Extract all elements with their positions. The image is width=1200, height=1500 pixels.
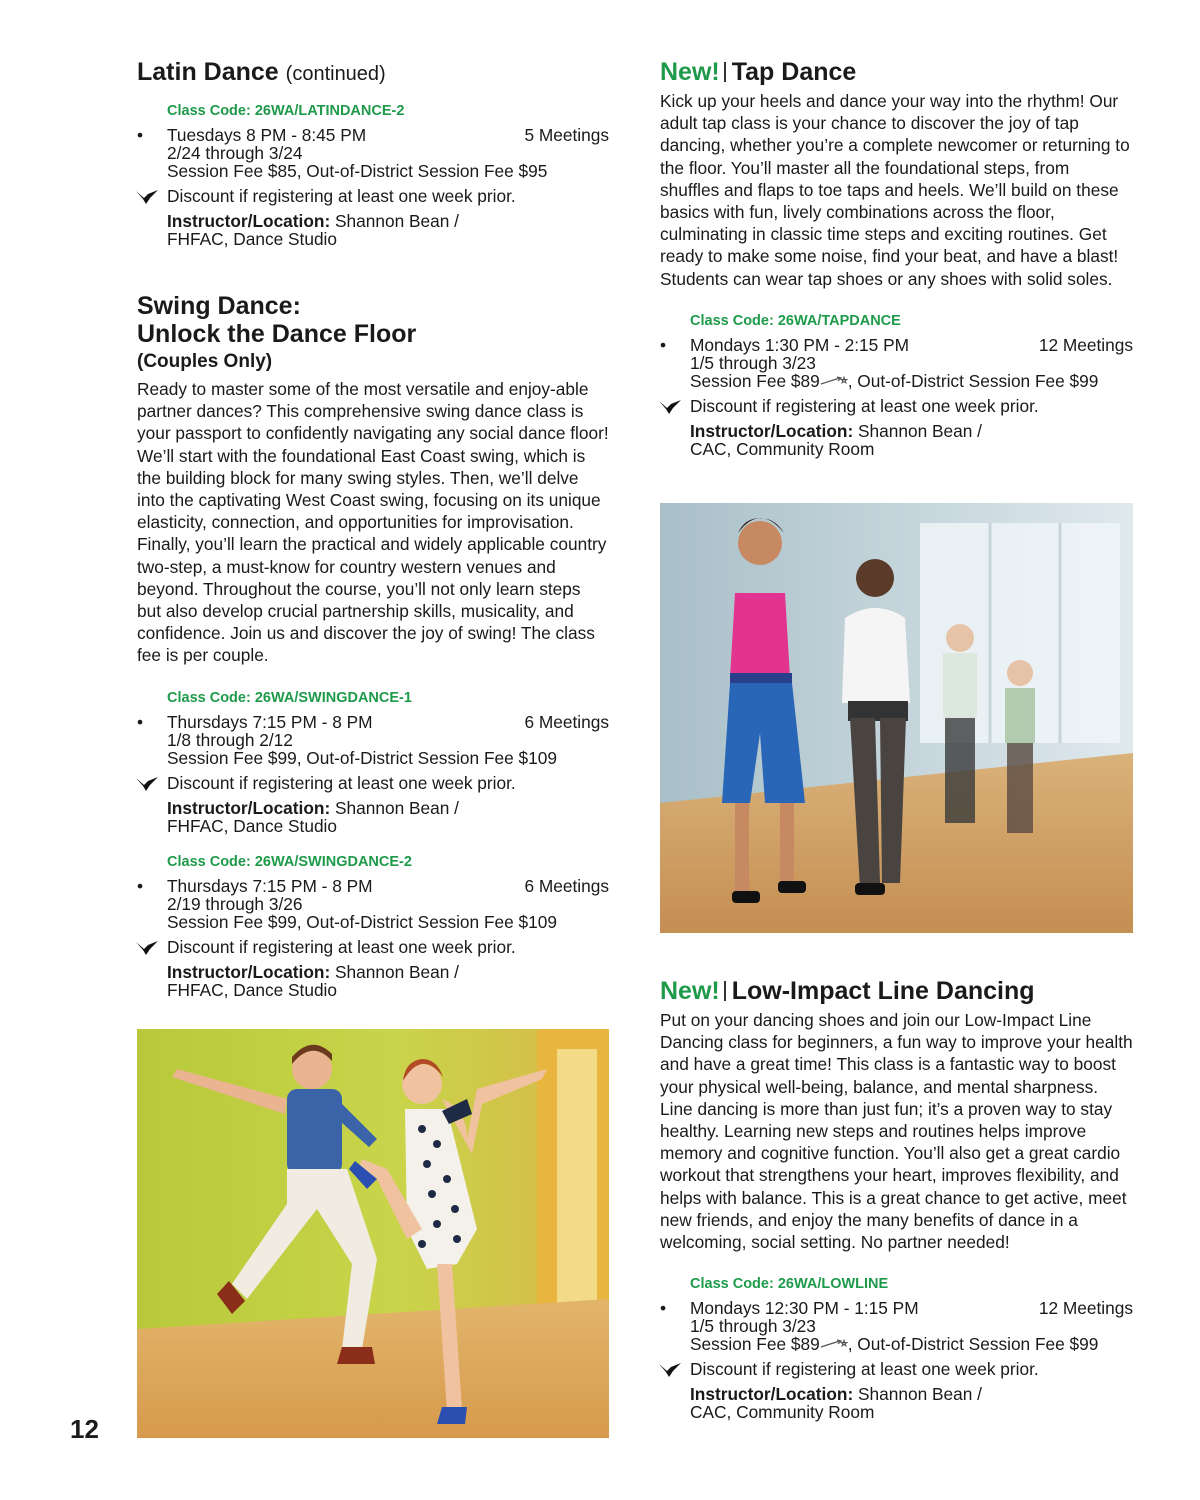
early-bird-icon [658, 1362, 682, 1378]
instructor-location [690, 1385, 1133, 1421]
resident-fee: Session Fee $89 [690, 1334, 820, 1355]
day-time: • Mondays 12:30 PM - 1:15 PM [690, 1298, 919, 1319]
divider [724, 981, 726, 1001]
latin-dance-title-suffix: (continued) [285, 63, 386, 85]
senior-discount-icon [820, 375, 848, 387]
instructor-label: Instructor/Location: [167, 797, 331, 818]
line-dancing-description: Put on your dancing shoes and join our Low-Impact Line Dancing class for beginners, a fun way to improve your health and have a great time! This class is a fantastic way to boost your physical well-being, balance, and mental sharpness. Line dancing is more than just fun; it’s a proven way to stay healthy. Learning new steps and routines helps improve memory and cognitive function. You’ll also get a great cardio workout that strengthens your heart, improves flexibility, and helps with balance. This is a great chance to get active, meet new friends, and enjoy the many benefits of dance in a welcoming, social setting. No partner needed! [660, 1010, 1133, 1253]
date-range: 1/5 through 3/23 [690, 352, 816, 373]
right-column [660, 58, 1133, 458]
instructor-label: Instructor/Location: [690, 1384, 854, 1405]
line-dancing-section [660, 977, 1133, 1421]
latin-dance-heading [137, 58, 609, 88]
discount-note [167, 937, 609, 957]
location: FHFAC, Dance Studio [167, 979, 338, 1000]
class-code: Class Code: 26WA/SWINGDANCE-2 [167, 853, 412, 870]
instructor-label: Instructor/Location: [167, 211, 331, 231]
class-code: Class Code: 26WA/LATINDANCE-2 [167, 103, 405, 119]
discount-text: Discount if registering at least one week prior. [167, 772, 516, 793]
day-time: • Thursdays 7:15 PM - 8 PM [167, 875, 373, 896]
discount-note [690, 396, 1133, 416]
swing-title-line1: Swing Dance: [137, 292, 301, 320]
new-tag: New! [660, 977, 720, 1005]
page-number: 12 [70, 1414, 99, 1444]
line-dancing-title: Low-Impact Line Dancing [731, 977, 1035, 1005]
tap-dancers-photo [660, 503, 1133, 933]
swing-dancers-photo [137, 1029, 609, 1438]
left-column [137, 58, 609, 999]
instructor-label: Instructor/Location: [690, 420, 854, 441]
latin-dance-title: Latin Dance [137, 58, 279, 86]
instructor-name: Shannon Bean / [853, 1384, 982, 1405]
early-bird-icon [135, 940, 159, 956]
session-fee: Session Fee $99, Out-of-District Session Fee $109 [167, 747, 557, 768]
location: CAC, Community Room [690, 438, 875, 459]
class-block-latindance-2 [167, 102, 609, 248]
meetings-count: 6 Meetings [524, 875, 609, 896]
day-time: • Thursdays 7:15 PM - 8 PM [167, 711, 373, 732]
class-code: Class Code: 26WA/LOWLINE [690, 1276, 889, 1293]
discount-note [167, 186, 609, 206]
instructor-location [167, 212, 609, 248]
swing-description: Ready to master some of the most versatile and enjoy-able partner dances? This comprehensive swing dance class is your passport to confidently navigating any social dance floor! We’ll start with the foundational East Coast swing, which is the building block for many swing styles. Then, we’ll delve into the captivating West Coast swing, focusing on its unique elasticity, connection, and opportunities for improvisation. Finally, you’ll learn the practical and widely applicable country two-step, a must-know for country western venues and beyond. Throughout the course, you’ll not only learn steps but also develop crucial partnership skills, musicality, and confidence. Join us and discover the joy of swing! The class fee is per couple. [137, 379, 609, 666]
schedule-row [167, 877, 609, 895]
swing-dance-section [137, 292, 609, 999]
new-tag: New! [660, 58, 720, 86]
discount-text: Discount if registering at least one week prior. [167, 936, 516, 957]
meetings-count: 12 Meetings [1038, 334, 1133, 355]
class-block-lowline [690, 1275, 1133, 1421]
class-code: Class Code: 26WA/SWINGDANCE-1 [167, 689, 412, 706]
instructor-name: Shannon Bean / [330, 961, 459, 982]
resident-fee: Session Fee $89 [690, 370, 820, 391]
schedule-row [167, 126, 609, 144]
swing-subtitle: (Couples Only) [137, 351, 273, 372]
early-bird-icon [658, 399, 682, 415]
divider [724, 62, 726, 82]
instructor-name: Shannon Bean / [330, 211, 459, 231]
location: CAC, Community Room [690, 1402, 875, 1423]
early-bird-icon [135, 776, 159, 792]
instructor-location [167, 799, 609, 835]
schedule-row [690, 1299, 1133, 1317]
location: FHFAC, Dance Studio [167, 229, 338, 249]
senior-discount-icon [820, 1338, 848, 1350]
date-range: 1/5 through 3/23 [690, 1316, 816, 1337]
class-block-swingdance-1 [167, 689, 609, 835]
meetings-count: 5 Meetings [524, 125, 609, 145]
instructor-name: Shannon Bean / [853, 420, 982, 441]
instructor-name: Shannon Bean / [330, 797, 459, 818]
instructor-location [690, 422, 1133, 458]
early-bird-icon [135, 189, 159, 205]
session-fee: Session Fee $99, Out-of-District Session Fee $109 [167, 911, 557, 932]
meetings-count: 6 Meetings [524, 711, 609, 732]
day-time: • Mondays 1:30 PM - 2:15 PM [690, 334, 909, 355]
line-dancing-heading [660, 977, 1133, 1005]
date-range: 2/19 through 3/26 [167, 893, 303, 914]
schedule-row [690, 336, 1133, 354]
discount-note [690, 1359, 1133, 1379]
class-block-tapdance [690, 312, 1133, 458]
swing-title-line2: Unlock the Dance Floor [137, 320, 417, 348]
discount-note [167, 773, 609, 793]
location: FHFAC, Dance Studio [167, 815, 338, 836]
swing-dance-heading [137, 292, 609, 348]
class-code: Class Code: 26WA/TAPDANCE [690, 312, 901, 329]
discount-text: Discount if registering at least one week prior. [690, 395, 1039, 416]
date-range: 1/8 through 2/12 [167, 729, 293, 750]
session-fee [690, 1335, 1133, 1353]
schedule-row [167, 713, 609, 731]
tap-dance-title: Tap Dance [731, 58, 857, 86]
session-fee [690, 372, 1133, 390]
out-of-district-fee: , Out-of-District Session Fee $99 [847, 370, 1099, 391]
discount-text: Discount if registering at least one week prior. [690, 1359, 1039, 1380]
day-time: • Tuesdays 8 PM - 8:45 PM [167, 125, 367, 145]
tap-description: Kick up your heels and dance your way into the rhythm! Our adult tap class is your chance to discover the joy of tap dancing, whether you’re a complete newcomer or returning to the floor. You’ll master all the foundational steps, from shuffles and flaps to toe taps and heels. We’ll build on these basics with fun, lively combinations across the floor, culminating in classic time steps and exciting routines. Get ready to make some noise, find your beat, and have a blast! Students can wear tap shoes or any shoes with solid soles. [660, 91, 1130, 289]
class-block-swingdance-2 [167, 853, 609, 999]
session-fee: Session Fee $85, Out-of-District Session Fee $95 [167, 161, 548, 181]
discount-text: Discount if registering at least one week prior. [167, 186, 516, 206]
date-range: 2/24 through 3/24 [167, 143, 303, 163]
instructor-location [167, 963, 609, 999]
tap-dance-heading [660, 58, 1133, 86]
instructor-label: Instructor/Location: [167, 961, 331, 982]
out-of-district-fee: , Out-of-District Session Fee $99 [847, 1334, 1099, 1355]
meetings-count: 12 Meetings [1038, 1298, 1133, 1319]
